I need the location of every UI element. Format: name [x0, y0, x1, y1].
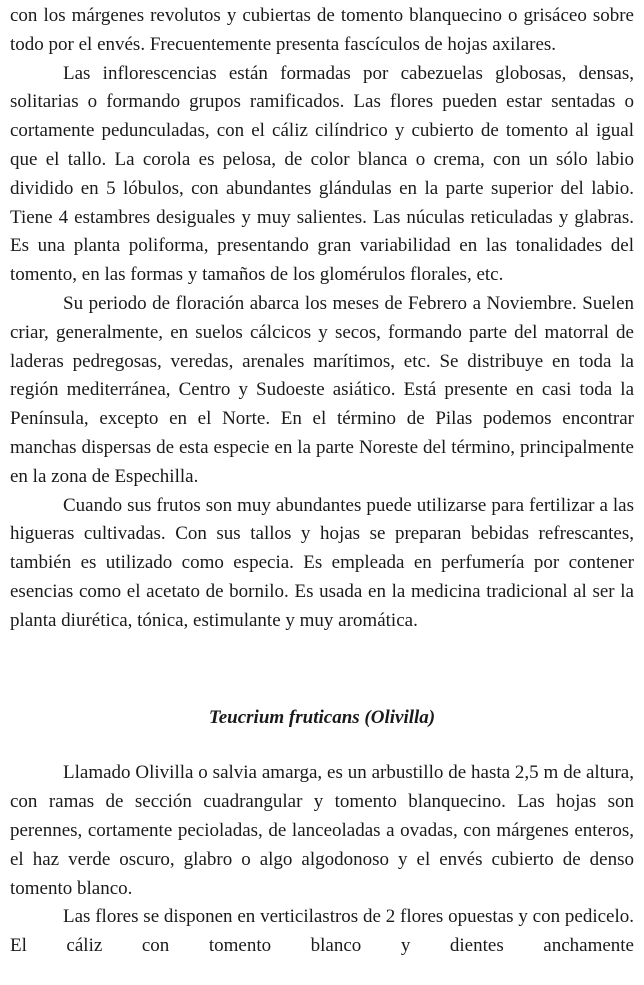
paragraph-uses: Cuando sus frutos son muy abundantes puede utilizarse para fertilizar a las higueras cultivadas. Con sus tallos y hojas se preparan bebidas refrescantes, también es utilizado como especia. Es empleada en perfumería por contener esencias como el acetato de bornilo. Es usada en la medicina tradicional al ser la planta diurética, tónica, estimulante y muy aromática. — [10, 494, 634, 631]
section-heading: Teucrium fruticans (Olivilla) — [208, 706, 436, 728]
document-page — [10, 2, 634, 961]
heading-spacer — [10, 732, 634, 759]
paragraph-olivilla-description: Llamado Olivilla o salvia amarga, es un arbustillo de hasta 2,5 m de altura, con ramas de sección cuadrangular y tomento blanquecino. Las hojas son perennes, cortamente pecioladas, de lanceoladas a ovadas, con márgenes enteros, el haz verde oscuro, glabro o algo algodonoso y el envés cubierto de denso tomento blanco. — [10, 762, 634, 899]
section-spacer — [10, 636, 634, 704]
paragraph-olivilla-flowers: Las flores se disponen en verticilastros de 2 flores opuestas y con pedicelo. El cáliz con tomento blanco y dientes anchamente — [10, 906, 634, 957]
paragraph-inflorescence: Las inflorescencias están formadas por cabezuelas globosas, densas, solitarias o formando grupos ramificados. Las flores pueden estar sentadas o cortamente pedunculadas, con el cáliz cilíndrico y cubierto de tomento al igual que el tallo. La corola es pelosa, de color blanca o crema, con un sólo labio dividido en 5 lóbulos, con abundantes glándulas en la parte superior del labio. Tiene 4 estambres desiguales y muy salientes. Las núculas reticuladas y glabras. Es una planta poliforma, presentando gran variabilidad en las tonalidades del tomento, en las formas y tamaños de los glomérulos florales, etc. — [10, 62, 634, 286]
paragraph-leaf-description: con los márgenes revolutos y cubiertas de tomento blanquecino o grisáceo sobre todo por el envés. Frecuentemente presenta fascículos de hojas axilares. — [10, 5, 634, 55]
paragraph-flowering-distribution: Su periodo de floración abarca los meses de Febrero a Noviembre. Suelen criar, generalmente, en suelos cálcicos y secos, formando parte del matorral de laderas pedregosas, veredas, arenales marítimos, etc. Se distribuye en toda la región mediterránea, Centro y Sudoeste asiático. Está presente en casi toda la Península, excepto en el Norte. En el término de Pilas podemos encontrar manchas dispersas de esta especie en la parte Noreste del término, principalmente en la zona de Espechilla. — [10, 292, 634, 487]
